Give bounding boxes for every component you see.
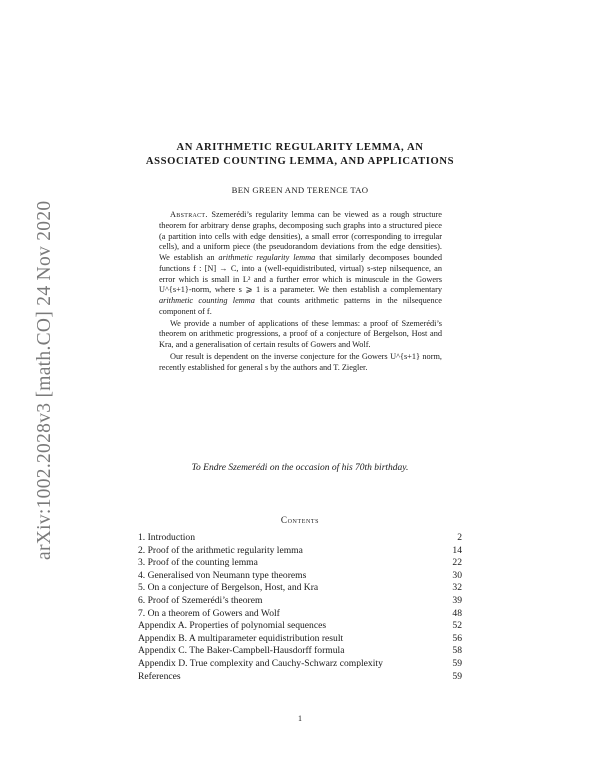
toc-entry-page: 59: [452, 670, 462, 682]
toc-entry-label: References: [138, 670, 181, 682]
dedication: To Endre Szemerédi on the occasion of his 70th birthday.: [191, 463, 409, 473]
toc-entry[interactable]: [138, 532, 462, 545]
toc-entry-page: 22: [452, 557, 462, 569]
abstract-paragraph-2: We provide a number of applications of these lemmas: a proof of Szemerédi’s theorem on arithmetic progressions, a proof of a conjecture of Bergelson, Host and Kra, and a generalisation of certain results of Gowers and Wolf.: [159, 318, 442, 349]
toc-entry-label: Appendix A. Properties of polynomial sequences: [138, 620, 327, 632]
toc-entry-page: 39: [452, 594, 462, 606]
paper-title: [100, 141, 500, 169]
toc-entry-page: 14: [452, 544, 462, 556]
toc-entry[interactable]: [138, 658, 462, 671]
abstract-label: Abstract.: [170, 210, 208, 219]
abstract-paragraph-1: [159, 210, 442, 318]
toc-entry-label: 4. Generalised von Neumann type theorems: [138, 569, 307, 581]
toc-entry-label: 5. On a conjecture of Bergelson, Host, and Kra: [138, 582, 319, 594]
toc-entry[interactable]: [138, 608, 462, 621]
toc-entry-label: Appendix B. A multiparameter equidistribution result: [138, 632, 344, 644]
toc-entry[interactable]: [138, 582, 462, 595]
toc-entry-page: 48: [452, 607, 462, 619]
title-line-2: ASSOCIATED COUNTING LEMMA, AND APPLICATIONS: [145, 156, 455, 167]
toc-entry-label: 6. Proof of Szemerédi’s theorem: [138, 594, 263, 606]
abstract-text-a: Szemerédi’s regularity lemma can be viewed as a rough structure theorem for arbitrary dense graphs, decomposing such graphs into a structured piece (a partition into cells with edge densities), a small error (corresponding to irregular cells), and a uniform piece (the pseudorandom deviations from the edge densities). We establish an: [159, 210, 442, 262]
toc-entry-label: 3. Proof of the counting lemma: [138, 557, 258, 569]
toc-entry-page: 59: [452, 657, 462, 669]
contents-heading: Contents: [280, 515, 320, 525]
toc-entry-page: 52: [452, 620, 462, 632]
toc-entry[interactable]: [138, 557, 462, 570]
table-of-contents: [138, 532, 462, 683]
abstract: [159, 210, 442, 373]
authors: BEN GREEN AND TERENCE TAO: [231, 185, 369, 195]
arxiv-identifier: arXiv:1002.2028v3 [math.CO] 24 Nov 2020: [34, 200, 55, 560]
abstract-text-c: that counts arithmetic patterns in the nilsequence component of f.: [159, 296, 442, 316]
toc-entry[interactable]: [138, 570, 462, 583]
title-line-1: AN ARITHMETIC REGULARITY LEMMA, AN: [176, 142, 424, 153]
toc-entry-label: Appendix D. True complexity and Cauchy-Schwarz complexity: [138, 657, 383, 669]
toc-entry-label: Appendix C. The Baker-Campbell-Hausdorff formula: [138, 645, 345, 657]
toc-entry[interactable]: [138, 545, 462, 558]
abstract-text-b: that similarly decomposes bounded functions f : [N] → C, into a (well-equidistributed, virtual) s-step nilsequence, an error which is small in L² and a further error which is minuscule in the Gowers U^{s+1}-norm, where s ⩾ 1 is a parameter. We then establish a complementary: [159, 253, 442, 295]
toc-entry[interactable]: [138, 645, 462, 658]
toc-entry-label: 1. Introduction: [138, 532, 196, 543]
toc-entry-page: 32: [452, 582, 462, 594]
page-number: 1: [298, 714, 302, 723]
toc-entry[interactable]: [138, 595, 462, 608]
toc-entry-page: 2: [457, 532, 462, 543]
toc-entry[interactable]: [138, 633, 462, 646]
toc-entry-label: 2. Proof of the arithmetic regularity lemma: [138, 544, 303, 556]
toc-entry[interactable]: [138, 620, 462, 633]
abstract-paragraph-3: Our result is dependent on the inverse conjecture for the Gowers U^{s+1} norm, recently established for general s by the authors and T. Ziegler.: [159, 351, 442, 372]
abstract-term-counting: arithmetic counting lemma: [159, 296, 255, 305]
abstract-term-regularity: arithmetic regularity lemma: [218, 253, 316, 262]
toc-entry[interactable]: [138, 671, 462, 684]
toc-entry-page: 58: [452, 645, 462, 657]
toc-entry-page: 30: [452, 569, 462, 581]
toc-entry-label: 7. On a theorem of Gowers and Wolf: [138, 607, 280, 619]
toc-entry-page: 56: [452, 632, 462, 644]
arxiv-stamp: [4, 170, 55, 570]
